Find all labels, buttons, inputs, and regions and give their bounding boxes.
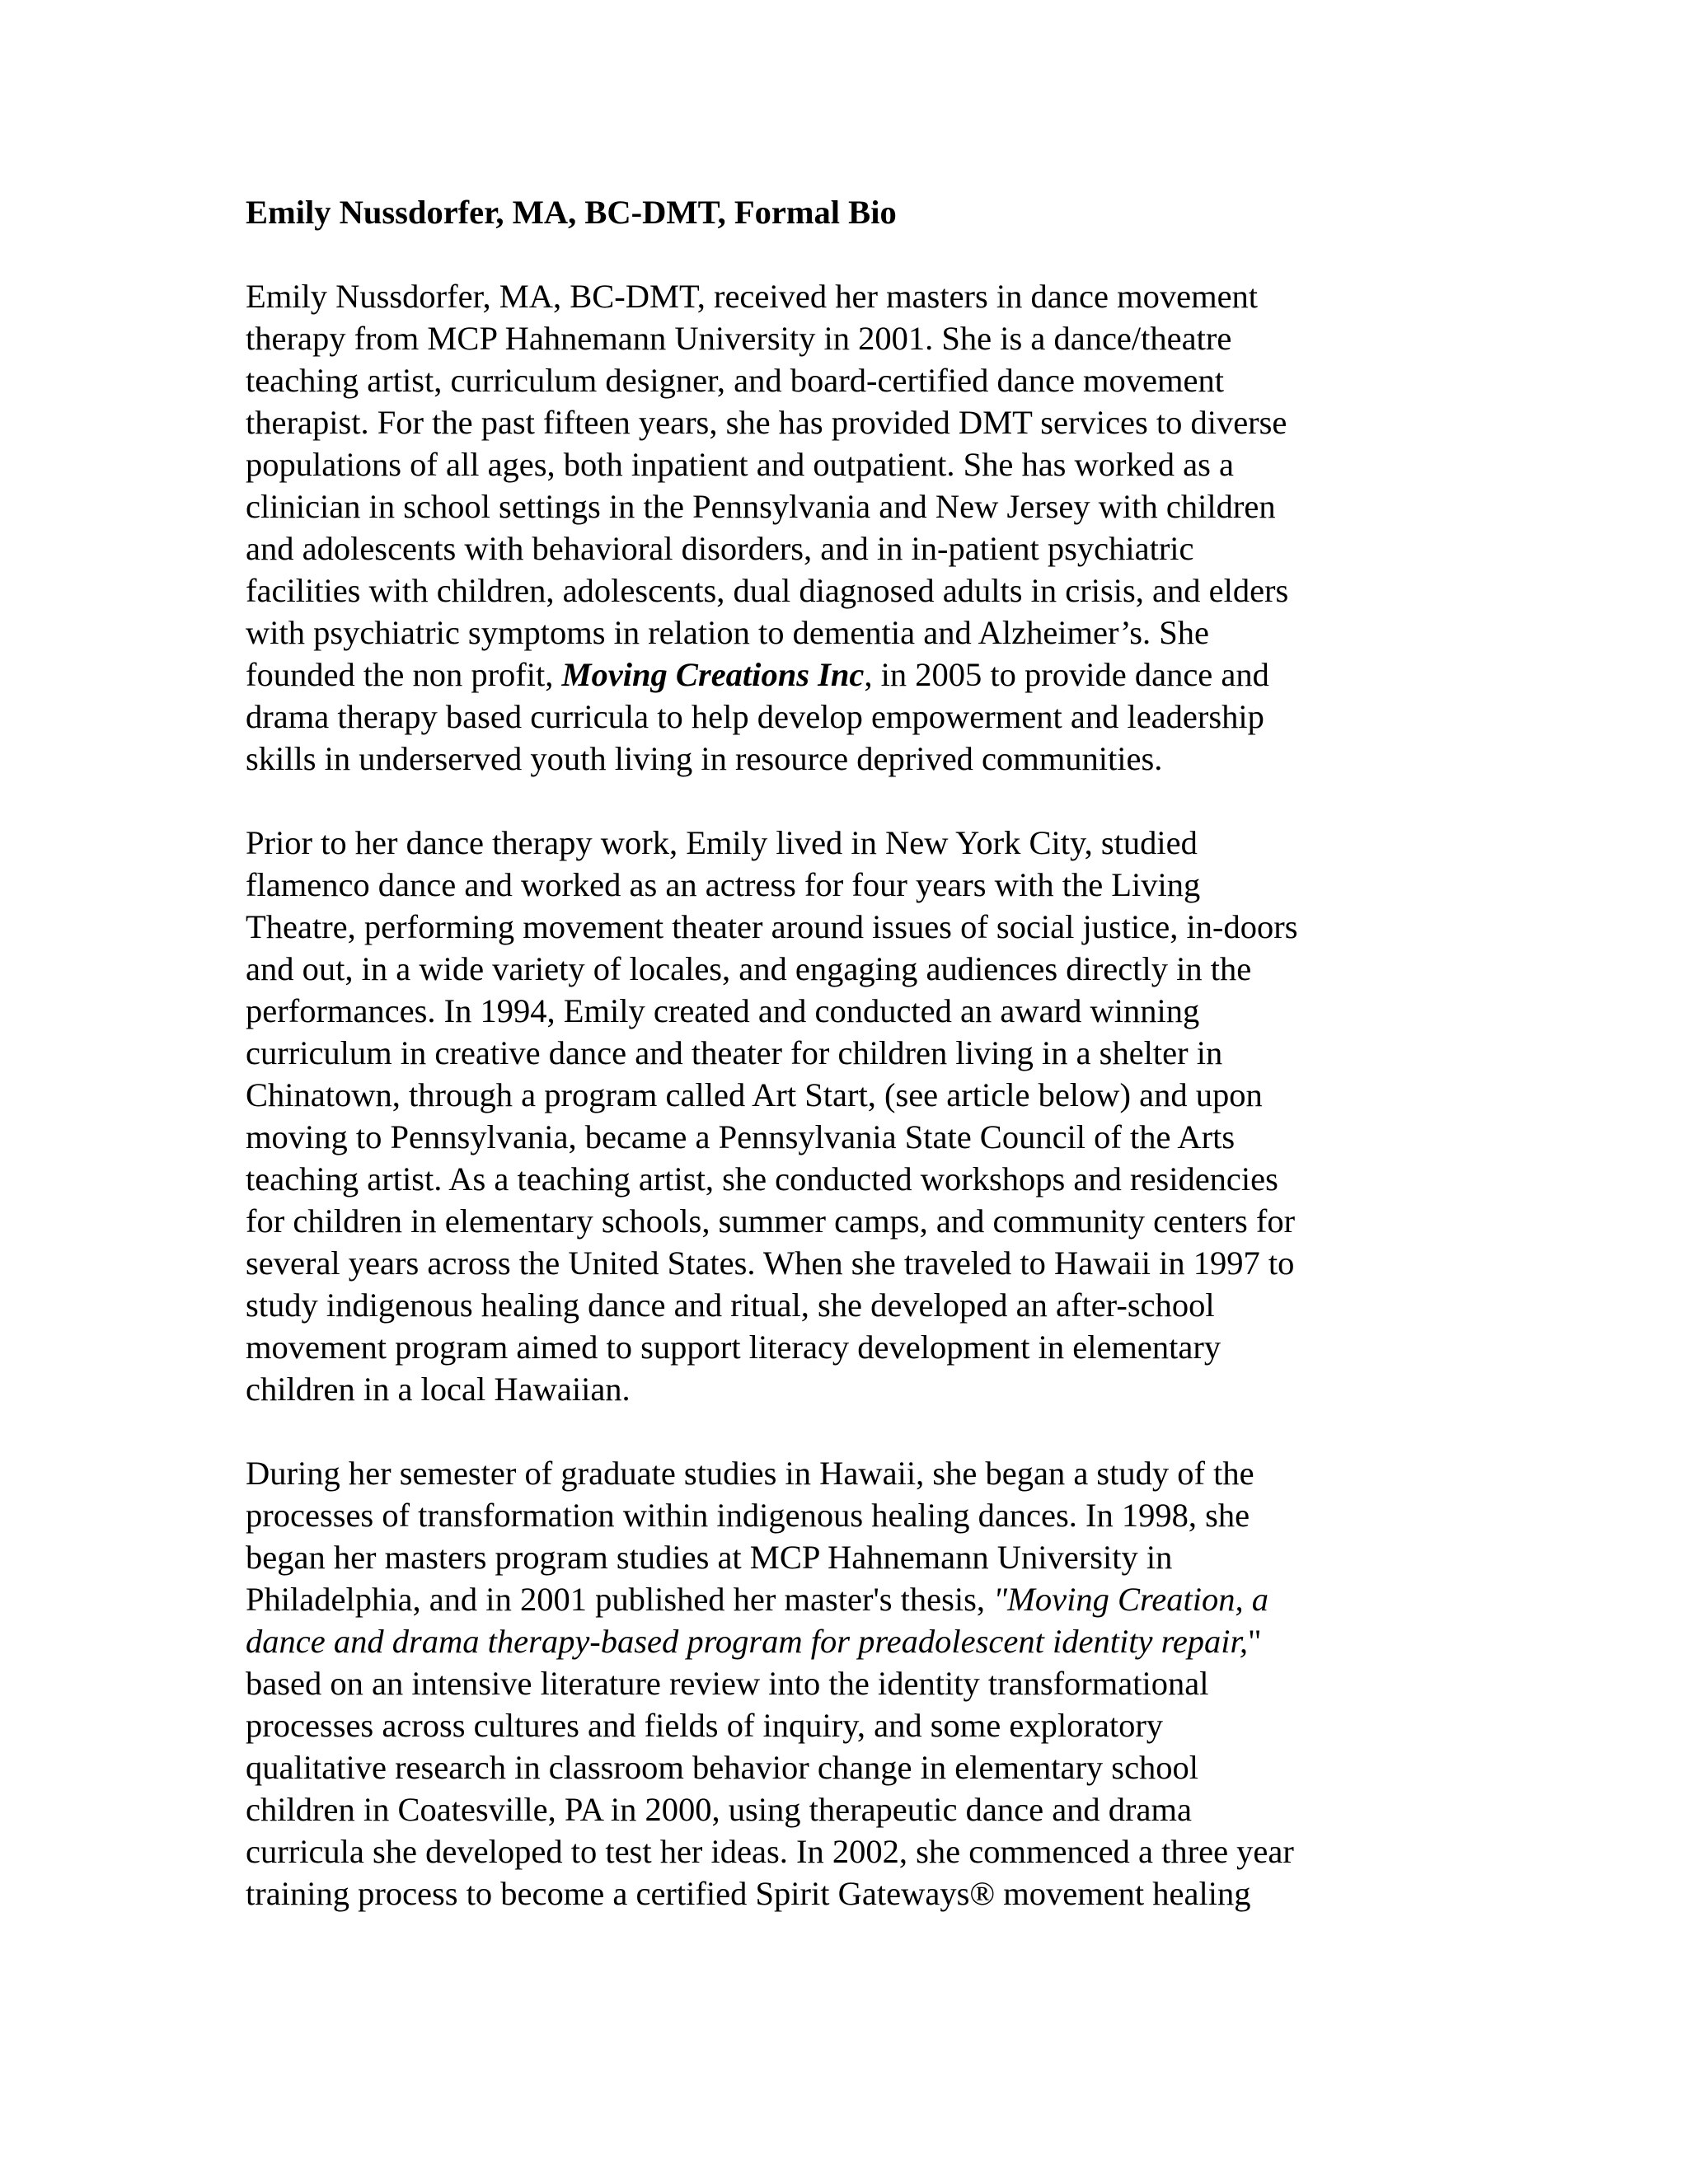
text-line <box>246 1788 1441 1830</box>
text-segment: clinician in school settings in the Pennsylvania and New Jersey with children <box>246 488 1276 525</box>
text-segment: Chinatown, through a program called Art Start, (see article below) and upon <box>246 1076 1263 1113</box>
text-line <box>246 1074 1441 1116</box>
text-segment: processes across cultures and fields of inquiry, and some exploratory <box>246 1707 1164 1744</box>
text-line <box>246 1578 1441 1620</box>
text-line <box>246 485 1441 527</box>
text-segment: processes of transformation within indigenous healing dances. In 1998, she <box>246 1497 1250 1534</box>
text-segment: study indigenous healing dance and ritual, she developed an after-school <box>246 1286 1215 1324</box>
text-segment: therapy from MCP Hahnemann University in 2001. She is a dance/theatre <box>246 320 1232 357</box>
text-segment: therapist. For the past fifteen years, she has provided DMT services to diverse <box>246 404 1287 441</box>
text-line <box>246 1326 1441 1368</box>
thesis-title: dance and drama therapy-based program for preadolescent identity repair, <box>246 1623 1248 1660</box>
text-line <box>246 1158 1441 1200</box>
text-segment: began her masters program studies at MCP Hahnemann University in <box>246 1539 1173 1576</box>
text-line <box>246 1116 1441 1158</box>
text-segment: populations of all ages, both inpatient and outpatient. She has worked as a <box>246 446 1234 483</box>
text-line <box>246 401 1441 443</box>
text-line <box>246 359 1441 401</box>
text-segment: movement program aimed to support literacy development in elementary <box>246 1329 1221 1366</box>
text-line <box>246 612 1441 654</box>
thesis-title: "Moving Creation, a <box>993 1581 1269 1618</box>
text-line <box>246 654 1441 696</box>
text-segment: and adolescents with behavioral disorders, and in in-patient psychiatric <box>246 530 1194 567</box>
text-line <box>246 1872 1441 1915</box>
document-body <box>246 275 1441 1915</box>
text-line <box>246 822 1441 864</box>
organization-name: Moving Creations Inc <box>561 656 865 693</box>
text-segment: Prior to her dance therapy work, Emily lived in New York City, studied <box>246 824 1198 861</box>
text-segment: flamenco dance and worked as an actress for four years with the Living <box>246 866 1201 903</box>
text-line <box>246 569 1441 612</box>
text-line <box>246 1746 1441 1788</box>
document-title: Emily Nussdorfer, MA, BC-DMT, Formal Bio <box>246 194 897 231</box>
text-line <box>246 696 1441 738</box>
text-segment: " <box>1247 1623 1262 1660</box>
text-segment: curricula she developed to test her ideas. In 2002, she commenced a three year <box>246 1833 1294 1870</box>
paragraph <box>246 1452 1441 1915</box>
text-line <box>246 948 1441 990</box>
text-segment: , in 2005 to provide dance and <box>864 656 1269 693</box>
text-segment: with psychiatric symptoms in relation to dementia and Alzheimer’s. She <box>246 614 1210 651</box>
text-line <box>246 1368 1441 1410</box>
text-segment: Emily Nussdorfer, MA, BC-DMT, received her masters in dance movement <box>246 278 1259 315</box>
text-segment: founded the non profit, <box>246 656 562 693</box>
text-line <box>246 443 1441 485</box>
text-line <box>246 1620 1441 1662</box>
text-segment: performances. In 1994, Emily created and conducted an award winning <box>246 992 1200 1029</box>
text-line <box>246 1032 1441 1074</box>
text-line <box>246 1284 1441 1326</box>
text-segment: qualitative research in classroom behavior change in elementary school <box>246 1749 1199 1786</box>
text-segment: curriculum in creative dance and theater for children living in a shelter in <box>246 1034 1223 1071</box>
text-segment: teaching artist. As a teaching artist, she conducted workshops and residencies <box>246 1160 1278 1197</box>
paragraph <box>246 275 1441 780</box>
text-line <box>246 1704 1441 1746</box>
text-line <box>246 317 1441 359</box>
document-page <box>246 191 1441 1957</box>
paragraph <box>246 822 1441 1410</box>
text-segment: training process to become a certified Spirit Gateways® movement healing <box>246 1875 1251 1912</box>
text-segment: children in Coatesville, PA in 2000, using therapeutic dance and drama <box>246 1791 1192 1828</box>
text-line <box>246 1536 1441 1578</box>
text-line <box>246 738 1441 780</box>
text-segment: moving to Pennsylvania, became a Pennsylvania State Council of the Arts <box>246 1118 1236 1155</box>
text-line <box>246 1242 1441 1284</box>
text-segment: During her semester of graduate studies in Hawaii, she began a study of the <box>246 1455 1254 1492</box>
text-segment: several years across the United States. When she traveled to Hawaii in 1997 to <box>246 1244 1295 1282</box>
text-segment: children in a local Hawaiian. <box>246 1371 631 1408</box>
text-segment: facilities with children, adolescents, dual diagnosed adults in crisis, and elders <box>246 572 1289 609</box>
text-segment: based on an intensive literature review into the identity transformational <box>246 1665 1209 1702</box>
text-line <box>246 527 1441 569</box>
text-line <box>246 275 1441 317</box>
text-line <box>246 1494 1441 1536</box>
text-line <box>246 864 1441 906</box>
text-segment: for children in elementary schools, summer camps, and community centers for <box>246 1202 1296 1240</box>
text-line <box>246 990 1441 1032</box>
text-segment: skills in underserved youth living in resource deprived communities. <box>246 740 1163 777</box>
text-segment: Philadelphia, and in 2001 published her master's thesis, <box>246 1581 994 1618</box>
text-line <box>246 1830 1441 1872</box>
text-line <box>246 1200 1441 1242</box>
text-segment: drama therapy based curricula to help develop empowerment and leadership <box>246 698 1264 735</box>
text-segment: and out, in a wide variety of locales, and engaging audiences directly in the <box>246 950 1252 987</box>
text-line <box>246 1452 1441 1494</box>
text-segment: Theatre, performing movement theater around issues of social justice, in-doors <box>246 908 1298 945</box>
text-line <box>246 906 1441 948</box>
text-segment: teaching artist, curriculum designer, and board-certified dance movement <box>246 362 1225 399</box>
text-line <box>246 1662 1441 1704</box>
